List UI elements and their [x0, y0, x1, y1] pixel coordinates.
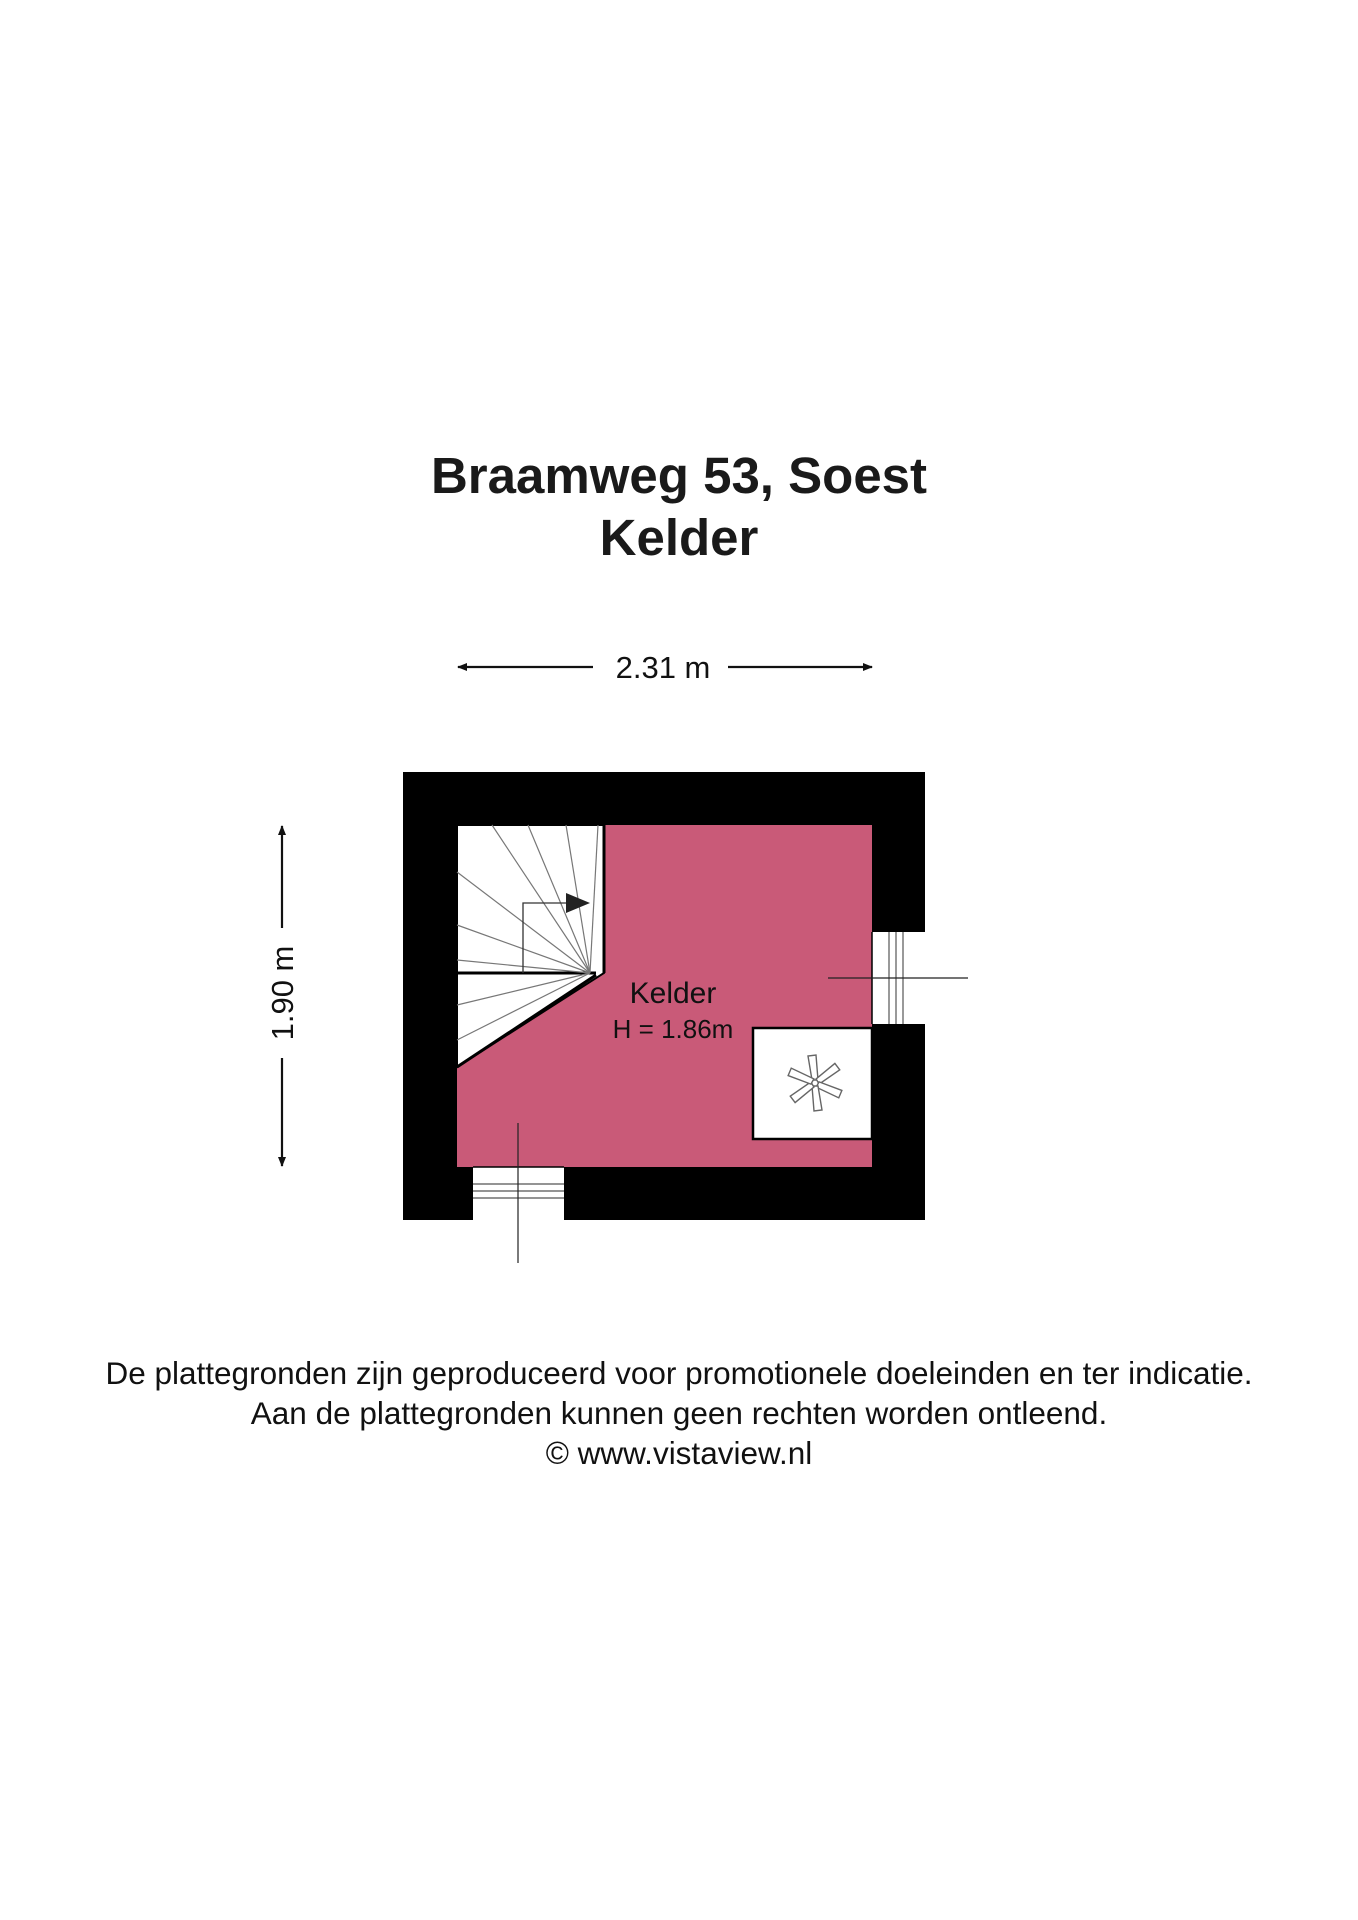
- room-height: H = 1.86m: [612, 1014, 734, 1044]
- room-name: Kelder: [629, 977, 717, 1010]
- appliance-box: [753, 1028, 872, 1139]
- address-title: Braamweg 53, Soest: [430, 447, 928, 504]
- copyright-link[interactable]: © www.vistaview.nl: [545, 1435, 813, 1471]
- disclaimer-line-1: De plattegronden zijn geproduceerd voor promotionele doeleinden en ter indicatie.: [105, 1355, 1253, 1391]
- disclaimer-line-2: Aan de plattegronden kunnen geen rechten worden ontleend.: [250, 1395, 1108, 1431]
- width-dimension: [458, 650, 872, 685]
- width-label: 2.31 m: [615, 650, 711, 685]
- floor-title: Kelder: [599, 509, 759, 566]
- height-label: 1.90 m: [265, 945, 300, 1041]
- disclaimer: [0, 1353, 1358, 1473]
- height-dimension: [265, 826, 300, 1166]
